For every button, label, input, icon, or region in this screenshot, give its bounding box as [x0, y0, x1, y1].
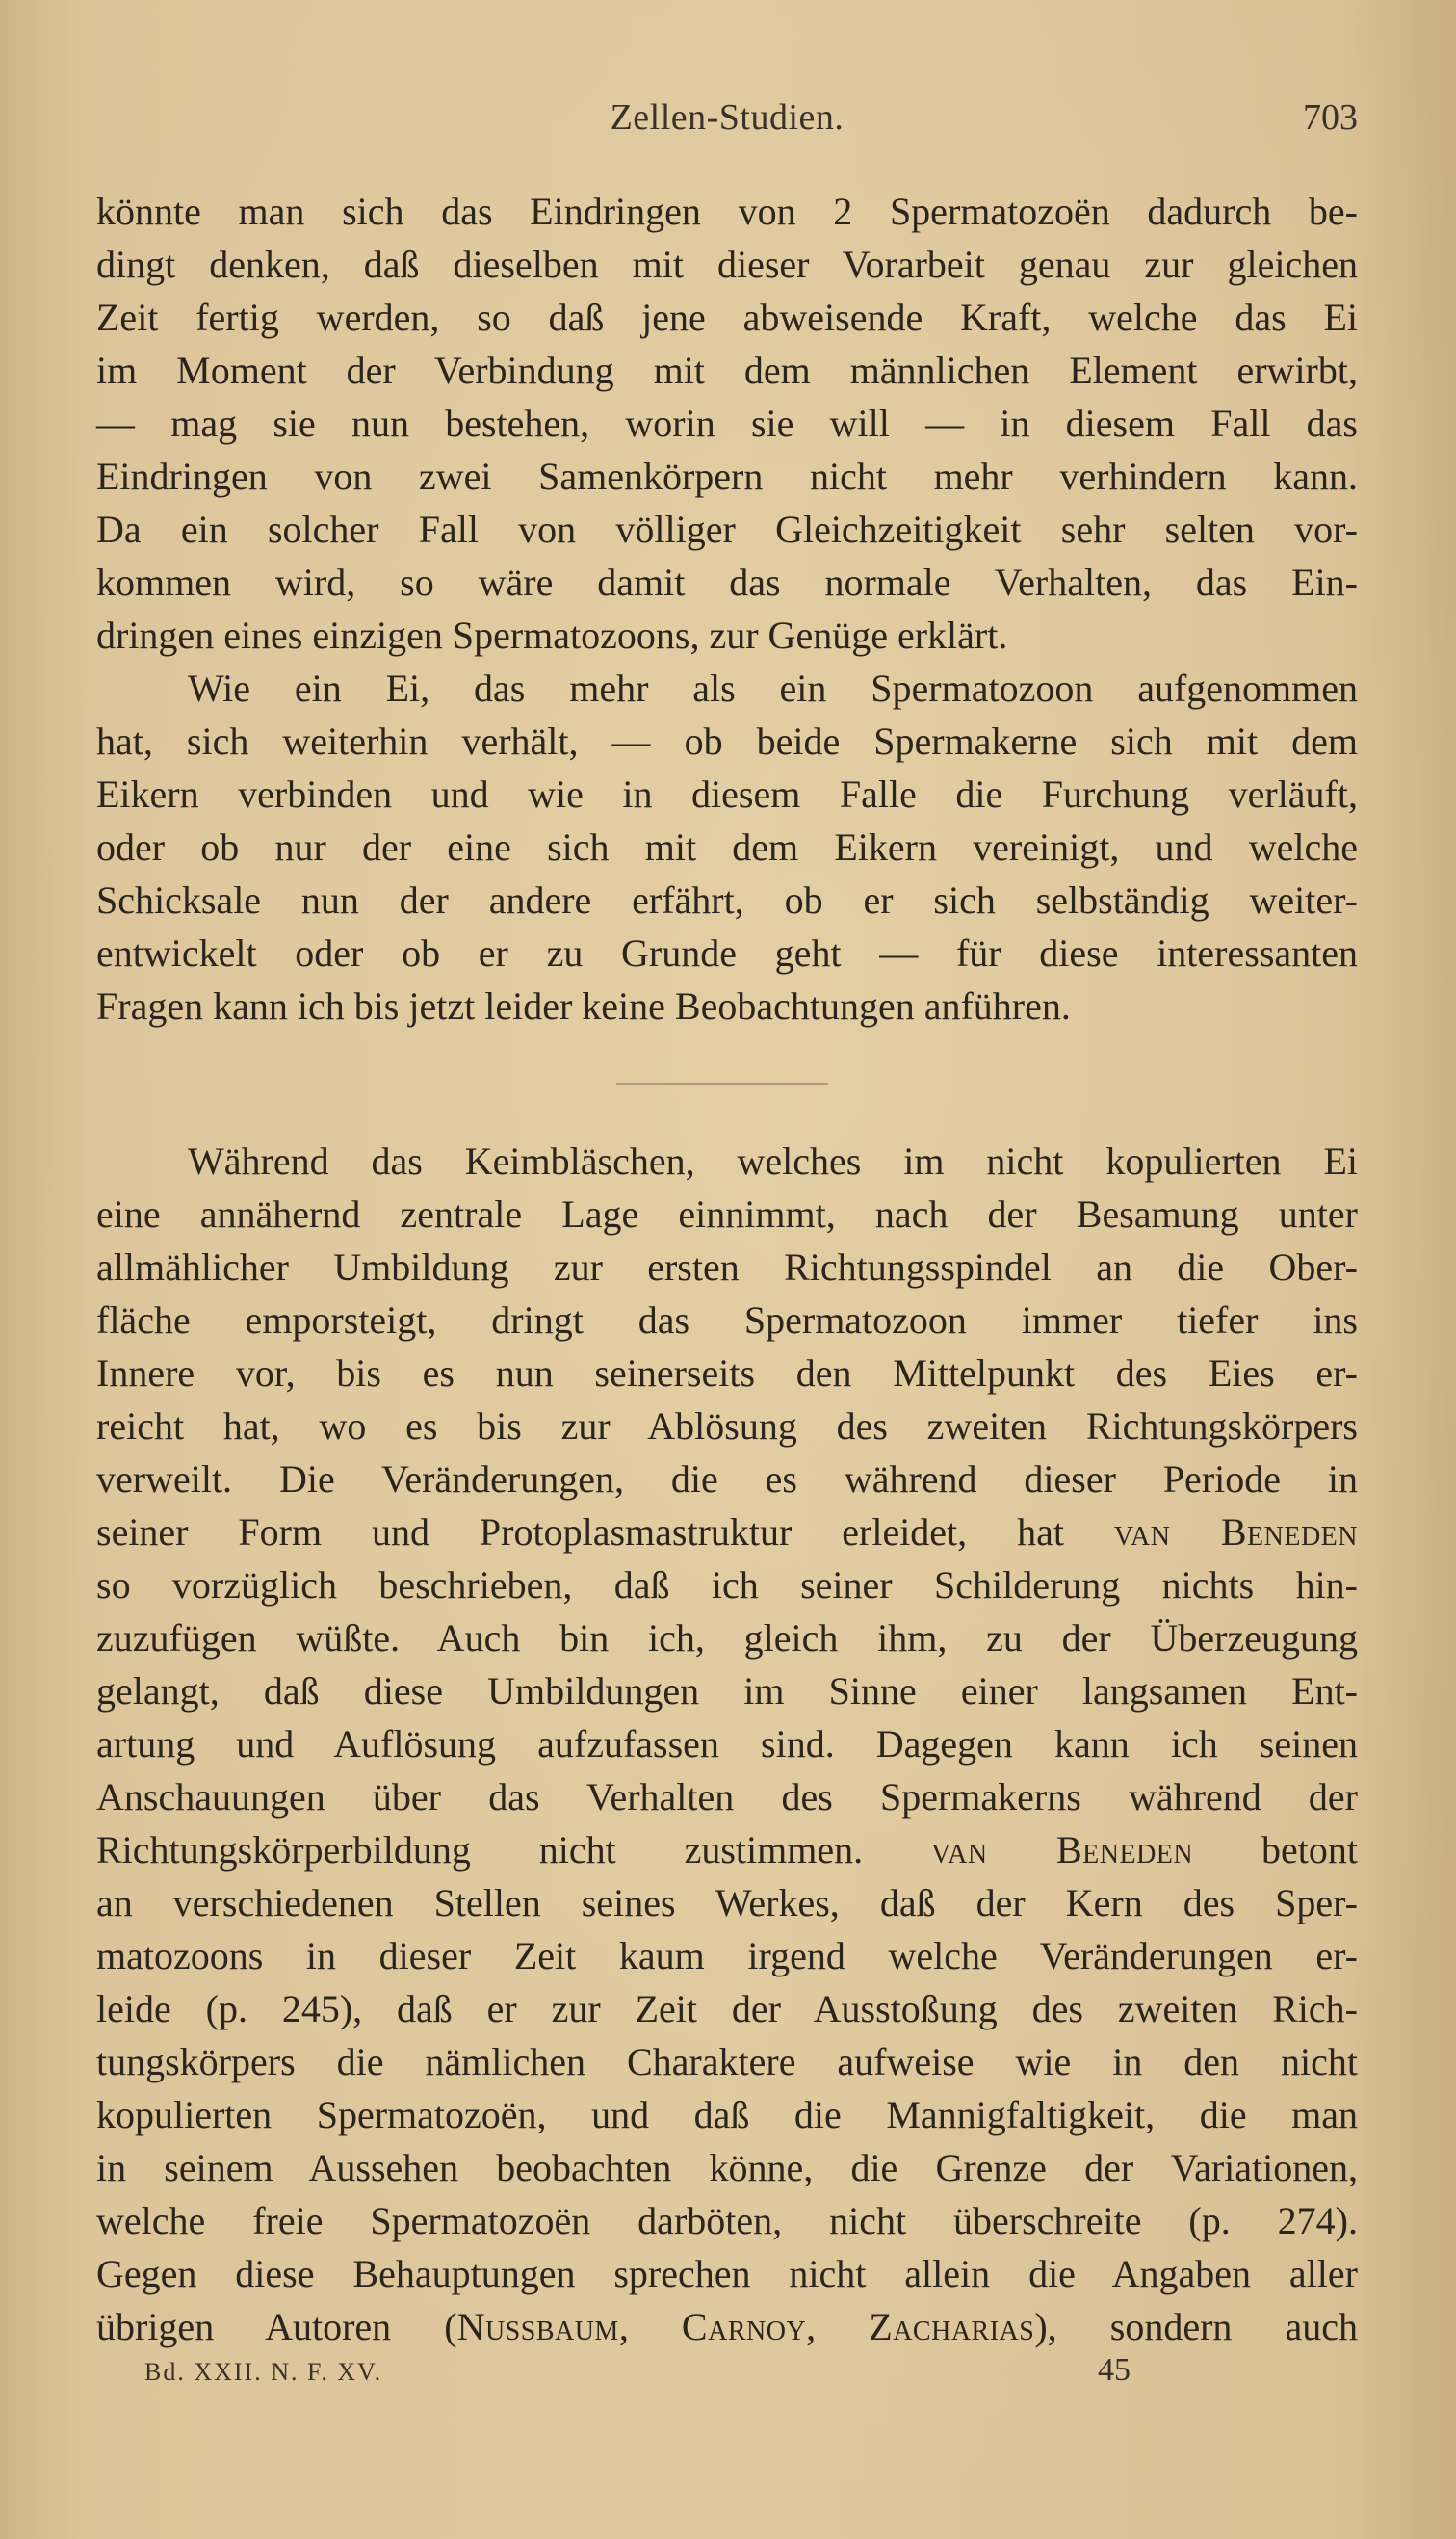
text-segment: , [806, 2305, 870, 2348]
text-line: Da ein solcher Fall von völliger Gleichzeitigkeit sehr selten vor- [96, 508, 1358, 551]
author-name: van Beneden [1113, 1510, 1358, 1554]
text-line: matozoons in dieser Zeit kaum irgend welche Veränderungen er- [96, 1934, 1358, 1977]
text-line: an verschiedenen Stellen seines Werkes, daß der Kern des Sper- [96, 1881, 1358, 1924]
text-line: Fragen kann ich bis jetzt leider keine Beobachtungen anführen. [96, 984, 1071, 1028]
paragraph [96, 662, 1358, 1033]
text-line [96, 1823, 1358, 1876]
text-segment: übrigen Autoren ( [96, 2305, 457, 2348]
author-name: Nussbaum [456, 2305, 619, 2348]
text-line: welche freie Spermatozoën darböten, nicht überschreite (p. 274). [96, 2199, 1358, 2242]
volume-signature: Bd. XXII. N. F. XV. [144, 2358, 383, 2386]
text-line [96, 2300, 1358, 2353]
text-line: allmählicher Umbildung zur ersten Richtungsspindel an die Ober- [96, 1245, 1358, 1289]
text-line: dingt denken, daß dieselben mit dieser Vorarbeit genau zur gleichen [96, 243, 1358, 286]
text-line: reicht hat, wo es bis zur Ablösung des zweiten Richtungskörpers [96, 1404, 1358, 1448]
text-line: leide (p. 245), daß er zur Zeit der Ausstoßung des zweiten Rich- [96, 1987, 1358, 2030]
text-line [96, 1505, 1358, 1558]
text-segment: seiner Form und Protoplasmastruktur erleidet, hat [96, 1510, 1114, 1554]
section-divider [616, 1083, 828, 1085]
text-line: verweilt. Die Veränderungen, die es während dieser Periode in [96, 1457, 1358, 1501]
text-line: Während das Keimbläschen, welches im nicht kopulierten Ei [188, 1139, 1358, 1183]
text-line: entwickelt oder ob er zu Grunde geht — für diese interessanten [96, 931, 1358, 975]
text-line: kommen wird, so wäre damit das normale Verhalten, das Ein- [96, 561, 1358, 604]
sheet-number: 45 [1098, 2352, 1131, 2388]
text-line: Eindringen von zwei Samenkörpern nicht mehr verhindern kann. [96, 455, 1358, 498]
text-line: könnte man sich das Eindringen von 2 Spermatozoën dadurch be- [96, 190, 1358, 233]
text-line: gelangt, daß diese Umbildungen im Sinne einer langsamen Ent- [96, 1669, 1358, 1713]
text-line: Anschauungen über das Verhalten des Spermakerns während der [96, 1775, 1358, 1819]
author-name: van Beneden [931, 1828, 1194, 1872]
text-line: Gegen diese Behauptungen sprechen nicht allein die Angaben aller [96, 2252, 1358, 2295]
text-line: so vorzüglich beschrieben, daß ich seiner Schilderung nichts hin- [96, 1563, 1358, 1607]
author-name: Carnoy [681, 2305, 807, 2348]
page-footer [144, 2352, 1146, 2391]
text-line: eine annähernd zentrale Lage einnimmt, nach der Besamung unter [96, 1192, 1358, 1236]
text-line: Innere vor, bis es nun seinerseits den Mittelpunkt des Eies er- [96, 1351, 1358, 1395]
text-block-lower [96, 1135, 1358, 2353]
text-segment: Richtungskörperbildung nicht zustimmen. [96, 1828, 932, 1872]
text-line: in seinem Aussehen beobachten könne, die Grenze der Variationen, [96, 2146, 1358, 2189]
text-line: fläche emporsteigt, dringt das Spermatozoon immer tiefer ins [96, 1298, 1358, 1342]
text-segment: ), sondern auch [1034, 2305, 1358, 2348]
text-line: artung und Auflösung aufzufassen sind. Dagegen kann ich seinen [96, 1722, 1358, 1766]
running-title: Zellen-Studien. [610, 97, 845, 138]
paragraph-continued [96, 185, 1358, 662]
page-number: 703 [1303, 97, 1358, 138]
running-head [96, 96, 1358, 154]
text-line: — mag sie nun bestehen, worin sie will — in diesem Fall das [96, 402, 1358, 445]
text-block-upper [96, 185, 1358, 1033]
text-line: kopulierten Spermatozoën, und daß die Mannigfaltigkeit, die man [96, 2093, 1358, 2136]
author-name: Zacharias [869, 2305, 1035, 2348]
text-line: zuzufügen wüßte. Auch bin ich, gleich ihm, zu der Überzeugung [96, 1616, 1358, 1660]
text-line: hat, sich weiterhin verhält, — ob beide Spermakerne sich mit dem [96, 720, 1358, 763]
text-line: Wie ein Ei, das mehr als ein Spermatozoon aufgenommen [188, 667, 1358, 710]
text-line: Schicksale nun der andere erfährt, ob er sich selbständig weiter- [96, 878, 1358, 922]
text-line: tungskörpers die nämlichen Charaktere aufweise wie in den nicht [96, 2040, 1358, 2083]
paragraph [96, 1135, 1358, 2353]
text-line: oder ob nur der eine sich mit dem Eikern vereinigt, und welche [96, 825, 1358, 869]
text-line: dringen eines einzigen Spermatozoons, zur Genüge erklärt. [96, 614, 1008, 657]
text-segment: , [618, 2305, 682, 2348]
text-line: im Moment der Verbindung mit dem männlichen Element erwirbt, [96, 349, 1358, 392]
text-segment: betont [1193, 1828, 1358, 1872]
text-line: Zeit fertig werden, so daß jene abweisende Kraft, welche das Ei [96, 296, 1358, 339]
text-line: Eikern verbinden und wie in diesem Falle die Furchung verläuft, [96, 772, 1358, 816]
